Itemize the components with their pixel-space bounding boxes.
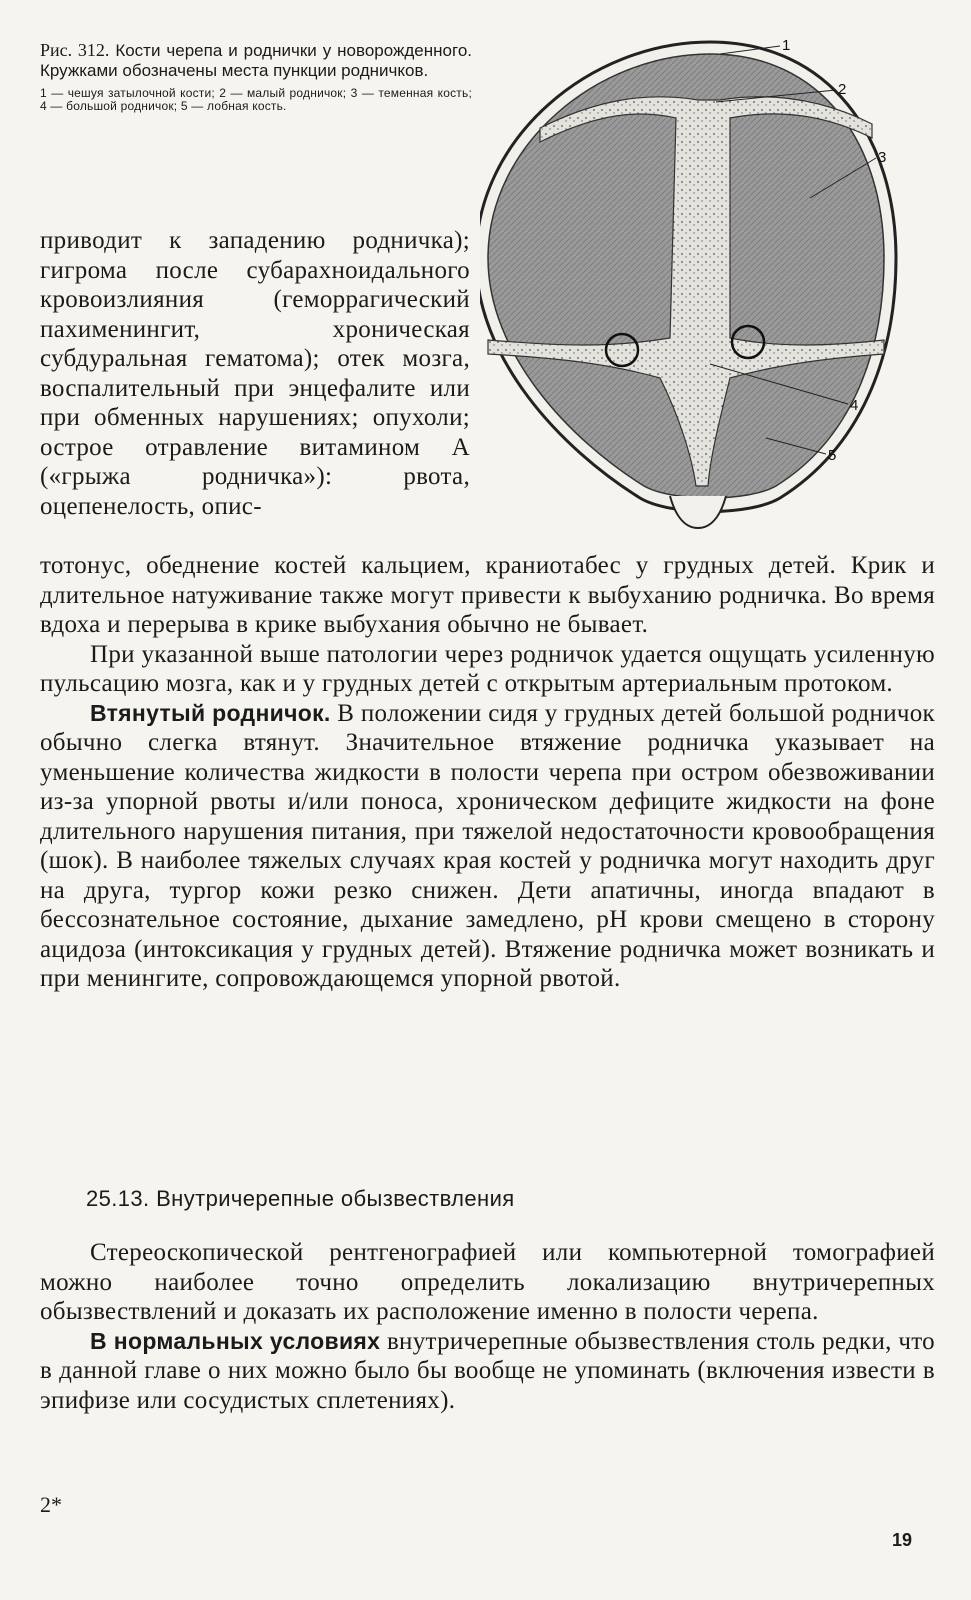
caption-text: Кости черепа и роднички у новорожденного. Кружками обозначены места пункции родничков. — [40, 41, 472, 80]
paragraph-pulsation: При указанной выше патологии через родничок удается ощущать усиленную пульсацию мозга, как и у грудных детей с открытым артериальным протоком. — [40, 640, 935, 697]
paragraph-lead: Втянутый родничок. — [90, 699, 331, 726]
figure-label-5: 5 — [828, 447, 837, 464]
caption-title — [40, 40, 472, 81]
section-text — [40, 1238, 935, 1415]
page-number: 19 — [892, 1530, 913, 1550]
wrapped-paragraph — [40, 226, 470, 521]
wrapped-text: приводит к западению родничка); гигрома после субарахноидального кровоизлияния (геморрагический пахименингит, хроническая субдуральная гематома); отек мозга, воспалительный при энцефалите или при обменных нарушениях; опухоли; острое отравление витамином А («грыжа родничка»): рвота, оцепенелость, опис- — [40, 227, 470, 520]
paragraph-retracted-text: В положении сидя у грудных детей большой родничок обычно слегка втянут. Значительное втяжение родничка указывает на уменьшение количества жидкости в полости черепа при остром обезвоживании из-за упорной рвоты и/или поноса, хроническом дефиците жидкости на фоне длительного нарушения питания, при тяжелой недостаточности кровообращения (шок). В наиболее тяжелых случаях края костей у родничка могут находить друг на друга, тургор кожи резко снижен. Дети апатичны, иногда впадают в бессознательное состояние, дыхание замедлено, рН крови смещено в сторону ацидоза (интоксикация у грудных детей). Втяжение родничка может возникать и при менингите, сопровождающемся упорной рвотой. — [40, 699, 935, 992]
figure-label-4: 4 — [850, 397, 859, 414]
nasal-notch — [670, 496, 726, 528]
figure-label: Рис. 312. — [40, 40, 110, 60]
figure-caption — [40, 40, 472, 113]
section-paragraph-1: Стереоскопической рентгенографией или компьютерной томографией можно наиболее точно определить локализацию внутричерепных обызвествлений и доказать их расположение именно в полости черепа. — [40, 1239, 935, 1325]
main-text — [40, 551, 935, 994]
section-paragraph-2-text: внутричерепные обызвествления столь редки, что в данной главе о них можно было бы вообще не упоминать (включения извести в эпифизе или сосудистых сплетениях). — [40, 1327, 935, 1414]
figure-label-1: 1 — [782, 37, 791, 54]
signature-mark: 2* — [40, 1492, 62, 1517]
figure-label-2: 2 — [838, 81, 847, 98]
section-paragraph-2 — [40, 1327, 935, 1416]
caption-legend: 1 — чешуя затылочной кости; 2 — малый родничок; 3 — теменная кость; 4 — большой родничок; 5 — лобная кость. — [40, 86, 472, 113]
figure-label-3: 3 — [878, 149, 887, 166]
skull-illustration — [480, 28, 940, 548]
skull-diagram — [480, 28, 940, 548]
paragraph-continuation: тотонус, обеднение костей кальцием, краниотабес у грудных детей. Крик и длительное натуживание также могут привести к выбуханию родничка. Во время вдоха и перерыва в крике выбухания обычно не бывает. — [40, 552, 935, 638]
section-paragraph-lead: В нормальных условиях — [90, 1327, 381, 1354]
paragraph-retracted-fontanelle — [40, 699, 935, 994]
section-heading: 25.13. Внутричерепные обызвествления — [86, 1186, 515, 1211]
